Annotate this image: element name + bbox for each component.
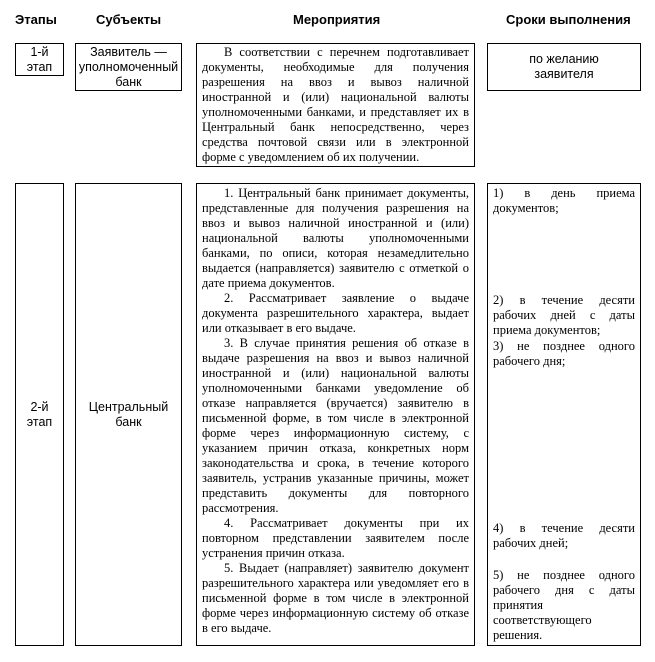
header-stages: Этапы xyxy=(15,12,57,27)
stage2-stage-label: 2-й этап xyxy=(26,399,53,429)
stage1-stage-cell xyxy=(15,43,64,76)
stage1-term-label: по желанию заявителя xyxy=(529,52,599,81)
stage1-measure-text: В соответствии с перечнем подготавливает документы, необходимые для получения разрешения на ввоз и вывоз наличной иностранной и (или) национальной валюты уполномоченными банками, и представляет их в Центральный банк непосредственно, через средства почтовой связи или в электронной форме с уведомлением об их получении. xyxy=(202,45,469,164)
stage2-term-4: 4) в течение десяти рабочих дней; xyxy=(493,521,635,550)
stage1-term-cell xyxy=(487,43,641,91)
header-measures: Мероприятия xyxy=(293,12,381,27)
header-subjects: Субъекты xyxy=(96,12,162,27)
stage2-term-1: 1) в день приема документов; xyxy=(493,186,635,215)
stage2-term-2: 2) в течение десяти рабочих дней с даты приема документов; xyxy=(493,293,635,337)
stage1-stage-label: 1-й этап xyxy=(26,44,53,74)
stage1-subject-cell xyxy=(75,43,182,91)
stage2-measure-4: 4. Рассматривает документы при их повторном представлении заявителем после устранения причин отказа. xyxy=(202,516,469,560)
stage2-subject-label: Центральный банк xyxy=(88,399,169,429)
stage2-measure-2: 2. Рассматривает заявление о выдаче документа разрешительного характера, выдает или отказывает в его выдаче. xyxy=(202,291,469,335)
stage2-term-3: 3) не позднее одного рабочего дня; xyxy=(493,339,635,368)
stage1-subject-label: Заявитель — уполномоченный банк xyxy=(78,44,179,89)
stage1-measure-cell xyxy=(196,43,475,167)
stage2-measure-1: 1. Центральный банк принимает документы, представленные для получения разрешения на ввоз и вывоз наличной иностранной и (или) национальной валюты уполномоченными банками, по описи, которая незамедлительно выдается (направляется) заявителю с отметкой о дате приема документов. xyxy=(202,186,469,290)
stage2-measure-3: 3. В случае принятия решения об отказе в выдаче разрешения на ввоз и вывоз наличной иностранной и (или) национальной валюты уполномоченными банками уведомление об отказе направляется (вручается) заявителю в письменной форме, в том числе в электронной форме через информационную систему, с указанием причин отказа, конкретных норм законодательства и срока, в течение которого заявитель, устранив указанные причины, может представить документы для повторного рассмотрения. xyxy=(202,336,469,515)
header-terms: Сроки выполнения xyxy=(506,12,631,27)
stage2-subject-cell xyxy=(75,183,182,646)
stage2-stage-cell xyxy=(15,183,64,646)
stage2-measure-cell xyxy=(196,183,475,646)
stage2-measure-5: 5. Выдает (направляет) заявителю документ разрешительного характера или уведомляет его в письменной форме в том числе в электронной форме через информационную систему об отказе в его выдаче. xyxy=(202,561,469,635)
stage2-term-5: 5) не позднее одного рабочего дня с даты принятия соответствующего решения. xyxy=(493,568,635,642)
stage2-term-cell xyxy=(487,183,641,646)
